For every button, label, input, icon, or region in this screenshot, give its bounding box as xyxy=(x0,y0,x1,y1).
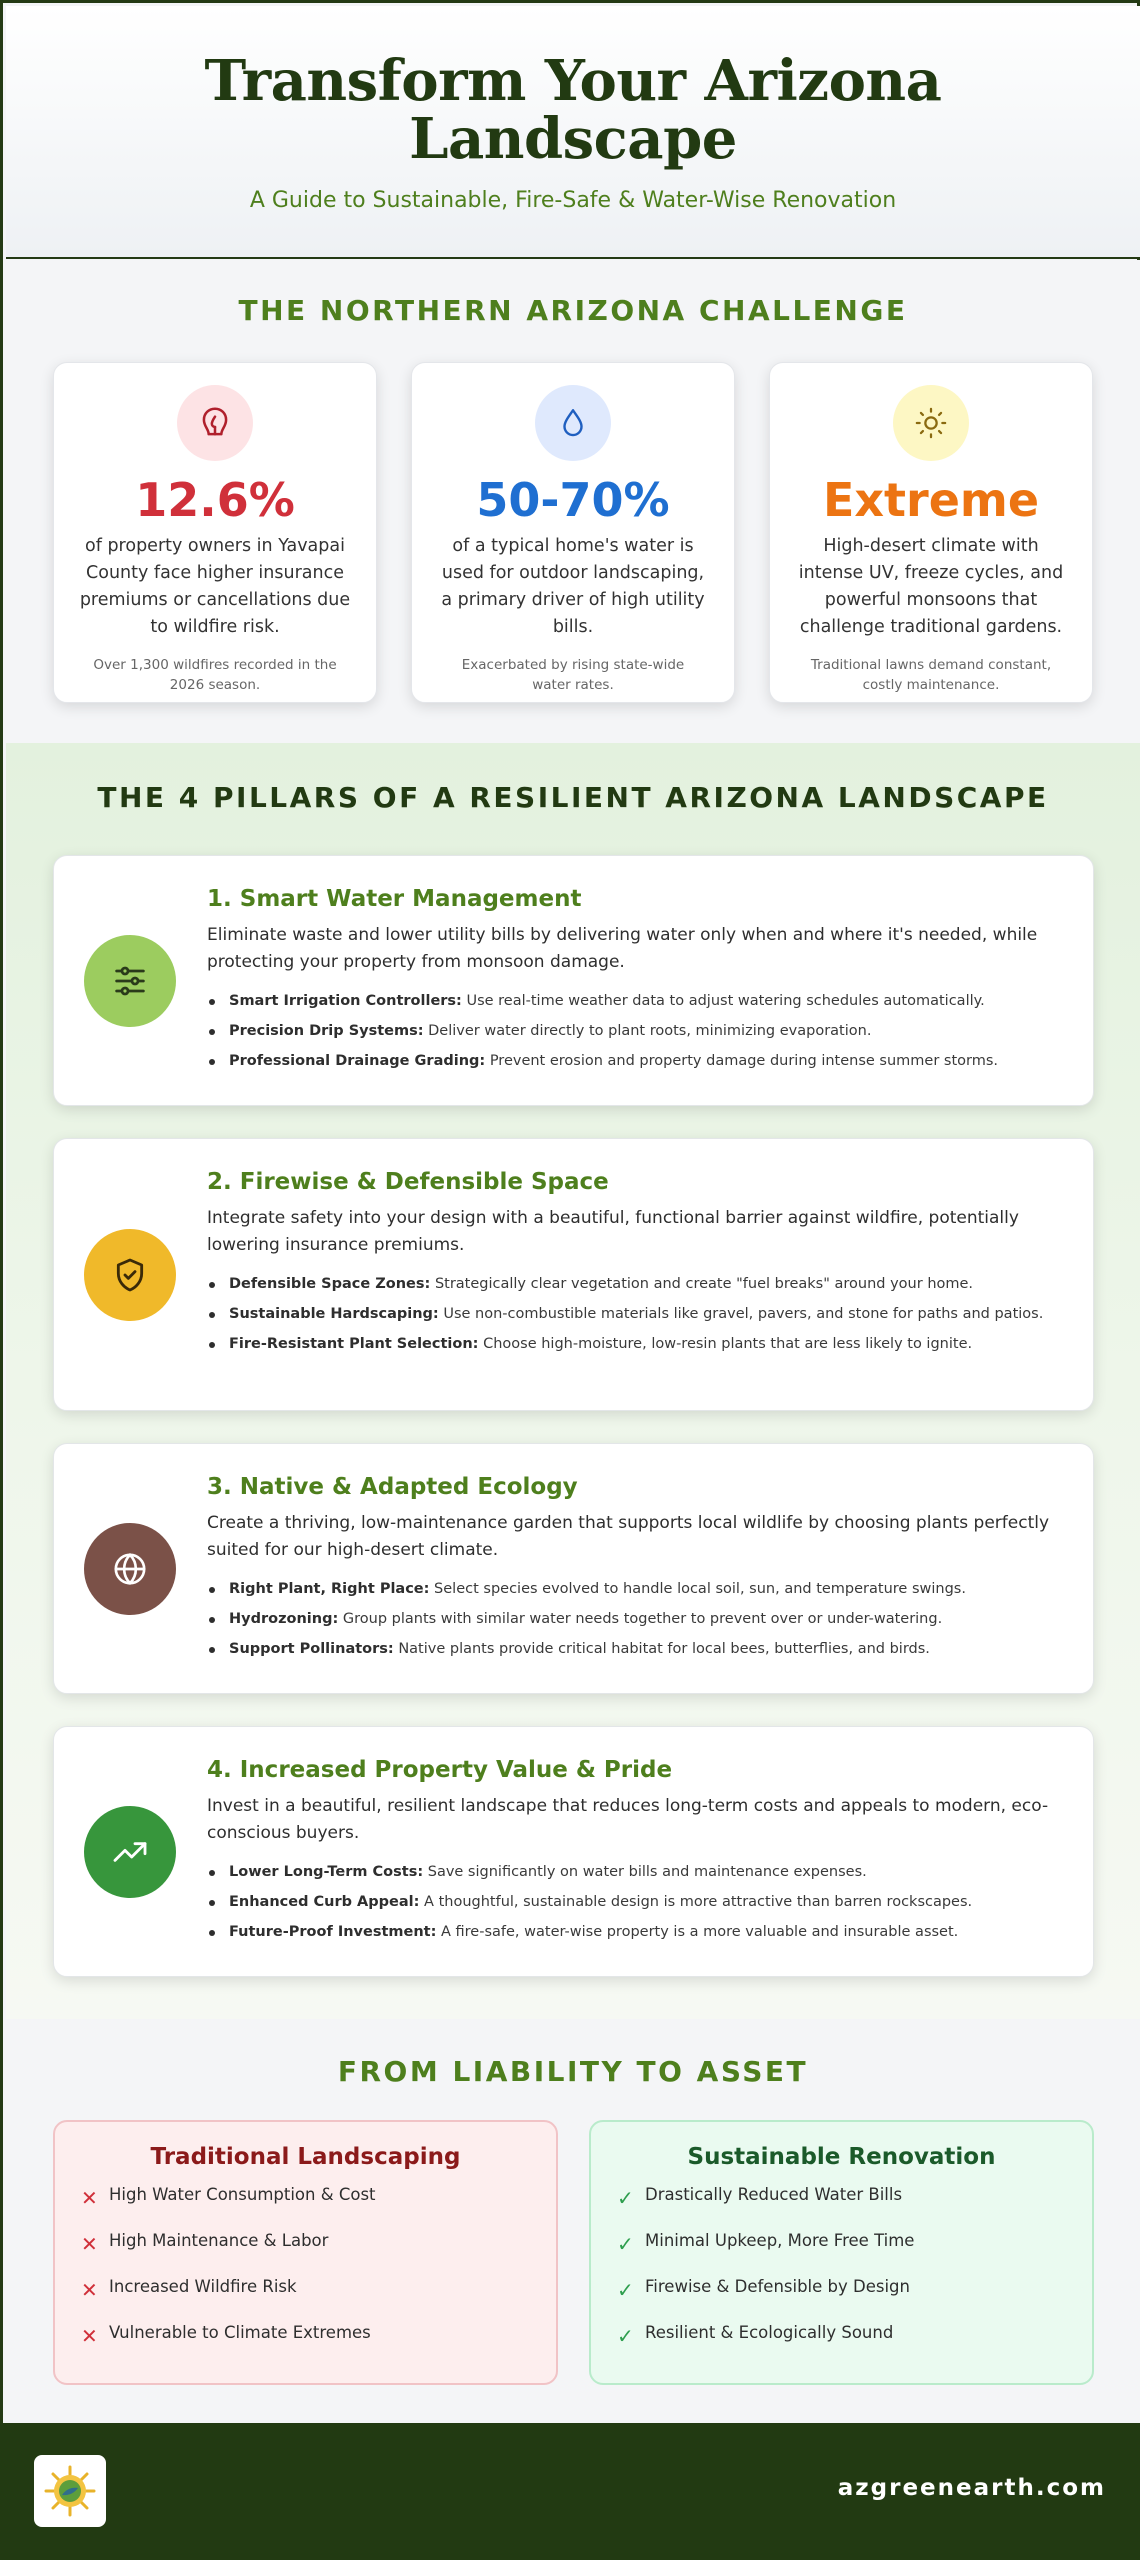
trending-up-icon xyxy=(84,1806,176,1898)
traditional-list xyxy=(79,2184,532,2348)
comparison-title: FROM LIABILITY TO ASSET xyxy=(337,2055,809,2088)
x-mark-icon: ✕ xyxy=(81,2186,98,2210)
challenge-section xyxy=(6,260,1140,743)
footer xyxy=(0,2423,1140,2560)
comparison-section xyxy=(6,2019,1140,2426)
sliders-icon xyxy=(84,935,176,1027)
stat-card-climate xyxy=(769,362,1093,703)
stat-description: of a typical home's water is used for outdoor landscaping, a primary driver of high utility bills. xyxy=(441,536,705,637)
pillar-description: Eliminate waste and lower utility bills by delivering water only when and where it's needed, while protecting your property from monsoon damage. xyxy=(207,925,1038,972)
sustainable-title: Sustainable Renovation xyxy=(687,2144,996,2170)
x-mark-icon: ✕ xyxy=(81,2232,98,2256)
pillars-title: THE 4 PILLARS OF A RESILIENT ARIZONA LANDSCAPE xyxy=(97,781,1049,814)
stat-description: High-desert climate with intense UV, freeze cycles, and powerful monsoons that challenge traditional gardens. xyxy=(798,536,1064,637)
website-link[interactable]: azgreenearth.com xyxy=(837,2475,1106,2501)
list-item: Future-Proof Investment: A fire-safe, water-wise property is a more valuable and insurable asset. xyxy=(207,1921,1063,1944)
list-item: Enhanced Curb Appeal: A thoughtful, sustainable design is more attractive than barren rockscapes. xyxy=(207,1891,1063,1914)
list-item: Sustainable Hardscaping: Use non-combustible materials like gravel, pavers, and stone for paths and patios. xyxy=(207,1303,1063,1326)
list-item: ✓ Drastically Reduced Water Bills xyxy=(617,2185,903,2210)
pillars-section xyxy=(6,743,1140,2019)
stat-description: of property owners in Yavapai County face higher insurance premiums or cancellations due to wildfire risk. xyxy=(79,536,351,637)
list-item: Smart Irrigation Controllers: Use real-time weather data to adjust watering schedules automatically. xyxy=(207,990,1063,1013)
list-item: Hydrozoning: Group plants with similar water needs together to prevent over or under-watering. xyxy=(207,1608,1063,1631)
pillar-points xyxy=(207,1861,1063,1944)
pillar-description: Invest in a beautiful, resilient landscape that reduces long-term costs and appeals to modern, eco-conscious buyers. xyxy=(207,1796,1049,1843)
list-item: Professional Drainage Grading: Prevent erosion and property damage during intense summer storms. xyxy=(207,1050,1063,1073)
pillar-points xyxy=(207,990,1063,1073)
pillar-title: 4. Increased Property Value & Pride xyxy=(207,1757,673,1783)
globe-icon xyxy=(84,1523,176,1615)
list-item: ✕ Vulnerable to Climate Extremes xyxy=(81,2323,371,2348)
sustainable-column xyxy=(589,2120,1094,2385)
check-mark-icon: ✓ xyxy=(617,2232,634,2256)
fire-icon xyxy=(177,385,253,461)
pillar-description: Create a thriving, low-maintenance garden that supports local wildlife by choosing plants perfectly suited for our high-desert climate. xyxy=(207,1513,1050,1560)
list-item: Defensible Space Zones: Strategically clear vegetation and create "fuel breaks" around your home. xyxy=(207,1273,1063,1296)
pillar-title: 2. Firewise & Defensible Space xyxy=(207,1169,609,1195)
list-item: ✓ Firewise & Defensible by Design xyxy=(617,2277,910,2302)
challenge-title: THE NORTHERN ARIZONA CHALLENGE xyxy=(238,294,908,327)
check-mark-icon: ✓ xyxy=(617,2186,634,2210)
stat-card-wildfire xyxy=(53,362,377,703)
pillar-description: Integrate safety into your design with a beautiful, functional barrier against wildfire, potentially lowering insurance premiums. xyxy=(207,1208,1019,1255)
x-mark-icon: ✕ xyxy=(81,2278,98,2302)
pillar-points xyxy=(207,1578,1063,1661)
sustainable-list xyxy=(615,2184,1068,2348)
pillar-card-firewise xyxy=(53,1138,1094,1411)
list-item: Precision Drip Systems: Deliver water directly to plant roots, minimizing evaporation. xyxy=(207,1020,1063,1043)
shield-check-icon xyxy=(84,1229,176,1321)
page-title: Transform Your Arizona Landscape xyxy=(204,48,942,172)
list-item: Right Plant, Right Place: Select species evolved to handle local soil, sun, and temperature swings. xyxy=(207,1578,1063,1601)
stat-note: Over 1,300 wildfires recorded in the 2026 season. xyxy=(93,657,337,693)
list-item: ✕ High Water Consumption & Cost xyxy=(81,2185,376,2210)
company-logo xyxy=(34,2455,106,2527)
check-mark-icon: ✓ xyxy=(617,2324,634,2348)
pillar-card-ecology xyxy=(53,1443,1094,1694)
list-item: ✓ Resilient & Ecologically Sound xyxy=(617,2323,894,2348)
page-subtitle: A Guide to Sustainable, Fire-Safe & Water-Wise Renovation xyxy=(249,188,897,213)
check-mark-icon: ✓ xyxy=(617,2278,634,2302)
stat-card-water xyxy=(411,362,735,703)
header xyxy=(6,6,1140,259)
traditional-title: Traditional Landscaping xyxy=(150,2144,461,2170)
list-item: Lower Long-Term Costs: Save significantly on water bills and maintenance expenses. xyxy=(207,1861,1063,1884)
list-item: ✕ Increased Wildfire Risk xyxy=(81,2277,297,2302)
stat-value: 12.6% xyxy=(135,473,295,527)
traditional-column xyxy=(53,2120,558,2385)
pillar-title: 3. Native & Adapted Ecology xyxy=(207,1474,578,1500)
list-item: ✓ Minimal Upkeep, More Free Time xyxy=(617,2231,915,2256)
sun-icon xyxy=(893,385,969,461)
pillar-points xyxy=(207,1273,1063,1356)
pillar-card-water xyxy=(53,855,1094,1106)
pillar-title: 1. Smart Water Management xyxy=(207,886,582,912)
stat-value: Extreme xyxy=(822,473,1040,527)
list-item: Support Pollinators: Native plants provide critical habitat for local bees, butterflies, and birds. xyxy=(207,1638,1063,1661)
x-mark-icon: ✕ xyxy=(81,2324,98,2348)
water-drop-icon xyxy=(535,385,611,461)
stat-note: Exacerbated by rising state-wide water rates. xyxy=(461,657,685,693)
list-item: Fire-Resistant Plant Selection: Choose high-moisture, low-resin plants that are less likely to ignite. xyxy=(207,1333,1063,1356)
stat-note: Traditional lawns demand constant, costly maintenance. xyxy=(810,657,1052,693)
pillar-card-value xyxy=(53,1726,1094,1977)
list-item: ✕ High Maintenance & Labor xyxy=(81,2231,329,2256)
stat-value: 50-70% xyxy=(476,473,670,527)
